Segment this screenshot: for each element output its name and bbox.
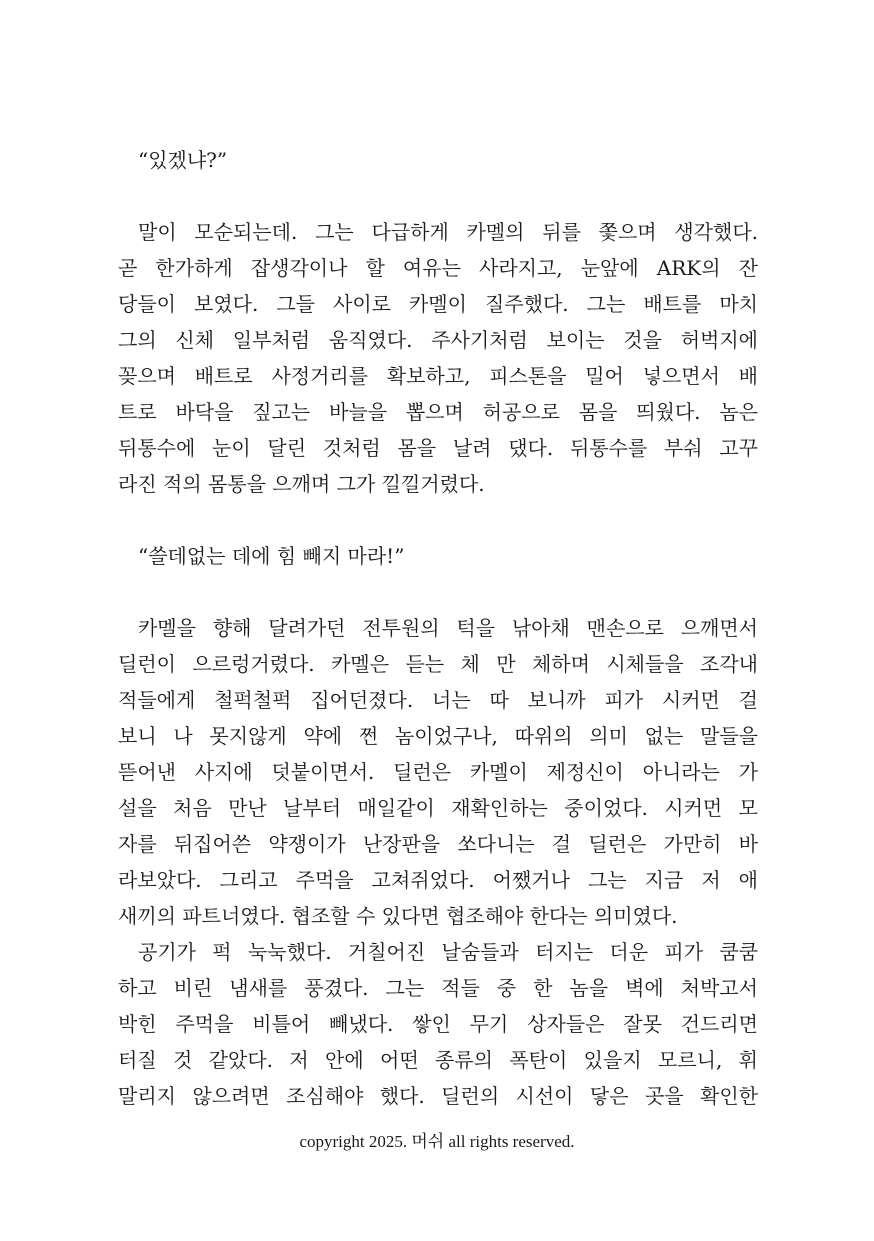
text-line: 라진 적의 몸통을 으깨며 그가 낄낄거렸다. (118, 472, 485, 496)
paragraph-2 (118, 610, 758, 934)
document-body (118, 142, 758, 1114)
paragraph-1 (118, 214, 758, 502)
paragraph-gap (118, 178, 758, 214)
text-line: 꽂으며 배트로 사정거리를 확보하고, 피스톤을 밀어 넣으면서 배 (118, 364, 758, 388)
text-line: 적들에게 철퍽철퍽 집어던졌다. 너는 따 보니까 피가 시커먼 걸 (118, 688, 758, 712)
text-line: 뜯어낸 사지에 덧붙이면서. 딜런은 카멜이 제정신이 아니라는 가 (118, 760, 758, 784)
text-line: 트로 바닥을 짚고는 바늘을 뽑으며 허공으로 몸을 띄웠다. 놈은 (118, 400, 758, 424)
text-line: 그의 신체 일부처럼 움직였다. 주사기처럼 보이는 것을 허벅지에 (118, 328, 758, 352)
text-line: 곧 한가하게 잡생각이나 할 여유는 사라지고, 눈앞에 ARK의 잔 (118, 256, 758, 280)
text-line: 박힌 주먹을 비틀어 빼냈다. 쌓인 무기 상자들은 잘못 건드리면 (118, 1012, 758, 1036)
text-line: 딜런이 으르렁거렸다. 카멜은 듣는 체 만 체하며 시체들을 조각내 (118, 652, 758, 676)
paragraph-gap (118, 502, 758, 538)
text-line: 터질 것 같았다. 저 안에 어떤 종류의 폭탄이 있을지 모르니, 휘 (118, 1048, 758, 1072)
text-line: 설을 처음 만난 날부터 매일같이 재확인하는 중이었다. 시커먼 모 (118, 796, 758, 820)
text-line: 자를 뒤집어쓴 약쟁이가 난장판을 쏘다니는 걸 딜런은 가만히 바 (118, 832, 758, 856)
text-line: 보니 나 못지않게 약에 쩐 놈이었구나, 따위의 의미 없는 말들을 (118, 724, 758, 748)
text-line: 말리지 않으려면 조심해야 했다. 딜런의 시선이 닿은 곳을 확인한 (118, 1084, 758, 1108)
copyright-footer: copyright 2025. 머쉬 all rights reserved. (299, 1132, 575, 1151)
text-line: 당들이 보였다. 그들 사이로 카멜이 질주했다. 그는 배트를 마치 (118, 292, 758, 316)
text-line: 카멜을 향해 달려가던 전투원의 턱을 낚아채 맨손으로 으깨면서 (138, 616, 758, 640)
text-line: 뒤통수에 눈이 달린 것처럼 몸을 날려 댔다. 뒤통수를 부숴 고꾸 (118, 436, 758, 460)
text-line: 공기가 퍽 눅눅했다. 거칠어진 날숨들과 터지는 더운 피가 쿰쿰 (138, 940, 758, 964)
text-line: 말이 모순되는데. 그는 다급하게 카멜의 뒤를 쫓으며 생각했다. (138, 220, 758, 244)
text-line: 라보았다. 그리고 주먹을 고쳐쥐었다. 어쨌거나 그는 지금 저 애 (118, 868, 758, 892)
paragraph-3 (118, 934, 758, 1114)
text-line: 하고 비린 냄새를 풍겼다. 그는 적들 중 한 놈을 벽에 처박고서 (118, 976, 758, 1000)
dialogue-line: “있겠냐?” (138, 148, 228, 172)
text-line: 새끼의 파트너였다. 협조할 수 있다면 협조해야 한다는 의미였다. (118, 904, 678, 928)
dialogue-line: “쓸데없는 데에 힘 빼지 마라!” (138, 544, 405, 568)
paragraph-gap (118, 574, 758, 610)
